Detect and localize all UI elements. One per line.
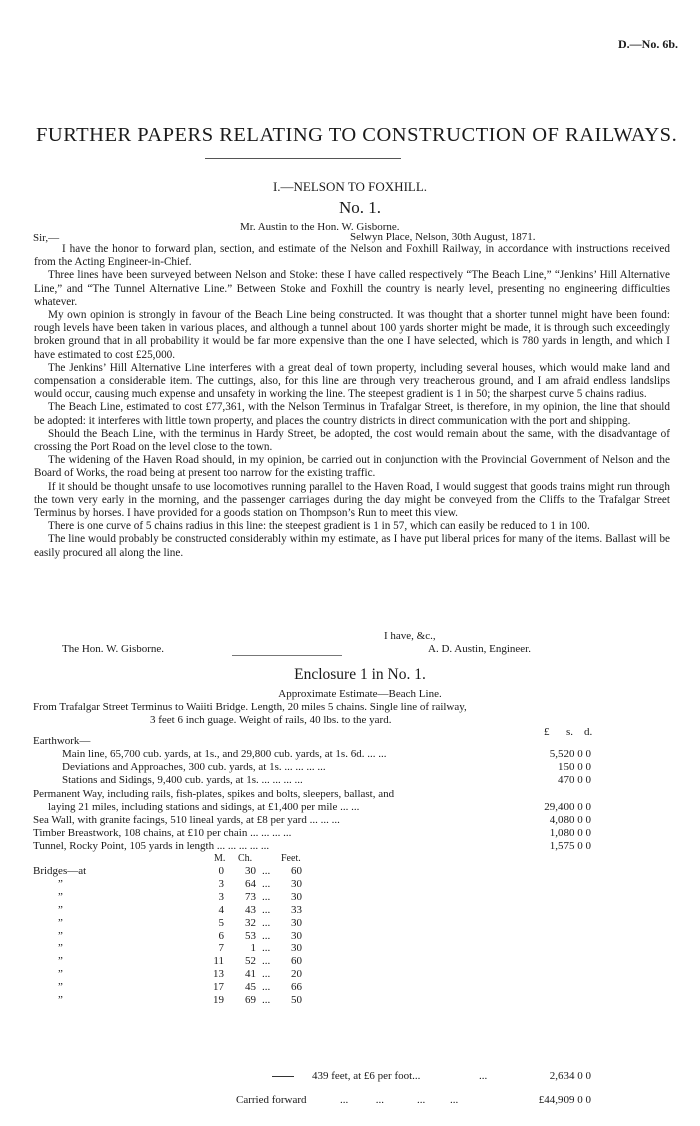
estimate-description-cont: 3 feet 6 inch guage. Weight of rails, 40 lbs. to the yard. [150, 714, 392, 726]
bridge-feet: 66 [291, 981, 302, 994]
estimate-item-label: Earthwork— [33, 735, 91, 747]
ditto-mark: ” [58, 968, 63, 981]
letter-paragraph: The line would probably be constructed considerably within my estimate, as I have put liberal prices for many of the items. Ballast will be easily procured all along the line. [34, 533, 670, 559]
bridge-total-rule [272, 1076, 294, 1077]
estimate-description: From Trafalgar Street Terminus to Waiiti Bridge. Length, 20 miles 5 chains. Single line of railway, [33, 701, 467, 713]
ditto-mark: ” [58, 877, 63, 890]
estimate-item-amount: 5,520 0 0 [549, 748, 591, 760]
bridge-miles: 13 [213, 968, 224, 981]
leader-dots: ... [262, 968, 271, 981]
bridge-miles: 3 [218, 877, 224, 890]
bridge-miles: 0 [218, 865, 224, 877]
pence-column-header: d. [584, 726, 593, 738]
bridge-miles: 4 [218, 903, 224, 916]
shilling-column-header: s. [566, 726, 574, 738]
bridge-chains: 32 [245, 916, 256, 929]
ditto-mark: ” [58, 903, 63, 916]
estimate-item-label: Sea Wall, with granite facings, 510 lineal yards, at £8 per yard ... ... ... [33, 814, 340, 826]
bridge-feet: 30 [291, 890, 302, 903]
letter-paragraph: Three lines have been surveyed between Nelson and Stoke: these I have called respectively “The Beach Line,” “Jenkins’ Hill Alternative Line,” and “The Tunnel Alternative Line.” Between Stoke and Foxhill the country is nearly level, presenting no engineering difficulties whatever. [34, 269, 670, 308]
bridge-feet-header: Feet. [281, 853, 301, 864]
bridge-chains: 73 [245, 890, 256, 903]
letter-paragraph: If it should be thought unsafe to use locomotives running parallel to the Haven Road, I would suggest that goods trains might run through the town very early in the morning, and the passenger carriages during the day might be conveyed from the Cliffs to the Trafalgar Street Terminus by horses. I have provided for a goods station on Thompson’s Run to meet this view. [34, 480, 670, 520]
estimate-item-label: laying 21 miles, including stations and sidings, at £1,400 per mile ... ... [48, 801, 360, 813]
document-reference: D.—No. 6b. [617, 37, 678, 51]
leader-dots: ... [262, 994, 271, 1006]
bridge-feet: 60 [291, 865, 302, 877]
letter-paragraph: The widening of the Haven Road should, in my opinion, be carried out in conjunction with the Provincial Government of Nelson and the Board of Works, the road being at present too narrow for the existing traffic. [34, 454, 670, 480]
estimate-item-amount: 470 0 0 [558, 774, 591, 786]
bridge-chains: 69 [245, 994, 256, 1006]
leader-dots: ... [262, 877, 271, 890]
salutation: Sir,— [33, 232, 60, 244]
bridge-feet: 50 [291, 994, 302, 1006]
ditto-mark: ” [58, 890, 63, 903]
page-title: FURTHER PAPERS RELATING TO CONSTRUCTION OF RAILWAYS. [36, 124, 678, 146]
letter-paragraph: My own opinion is strongly in favour of the Beach Line being constructed. It was thought that a shorter tunnel might have been found: rough levels have been taken in various places, and although a tunnel about 100 yards shorter might be made, it is through such exceedingly broken ground that in all probability it would be far more expensive than the one I have selected, which is 780 yards in length, and which I have estimated to cost £25,000. [34, 309, 670, 361]
ditto-mark: ” [58, 981, 63, 994]
bridge-miles-header: M. [214, 853, 226, 864]
letter-paragraph: I have the honor to forward plan, section, and estimate of the Nelson and Foxhill Railway, in accordance with instructions received from the Acting Engineer-in-Chief. [34, 243, 670, 269]
leader-dots: ... [479, 1070, 488, 1082]
bridge-feet: 30 [291, 877, 302, 890]
bridge-feet: 30 [291, 942, 302, 955]
bridge-miles: 5 [218, 916, 224, 929]
bridge-chains-header: Ch. [238, 853, 253, 864]
bridge-miles: 11 [213, 955, 224, 968]
letter-number: No. 1. [338, 198, 382, 217]
section-heading: I.—NELSON TO FOXHILL. [272, 179, 428, 194]
enclosure-heading: Enclosure 1 in No. 1. [294, 666, 426, 683]
bridge-miles: 7 [218, 942, 224, 955]
leader-dots: ... [262, 916, 271, 929]
estimate-item-amount: 29,400 0 0 [544, 801, 591, 813]
letter-paragraph: Should the Beach Line, with the terminus in Hardy Street, be adopted, the cost would remain about the same, with the disadvantage of crossing the Port Road on the level close to the town. [34, 427, 670, 454]
leader-dots: ... [262, 955, 271, 968]
bridge-feet: 60 [291, 955, 302, 968]
bridge-chains: 53 [245, 929, 256, 942]
bridge-feet: 33 [291, 903, 302, 916]
title-divider [205, 158, 401, 159]
addressee: The Hon. W. Gisborne. [62, 643, 165, 655]
letter-paragraph: The Beach Line, estimated to cost £77,361, with the Nelson Terminus in Trafalgar Street, is therefore, in my opinion, the line that should be adopted: it interferes with little town property, and places the country districts in direct communication with the port and shipping. [34, 401, 670, 427]
leader-dots: ... [262, 890, 271, 903]
bridge-chains: 52 [245, 955, 256, 968]
signature: A. D. Austin, Engineer. [428, 643, 531, 655]
letter-paragraph: The Jenkins’ Hill Alternative Line interferes with a great deal of town property, including several houses, which would make land and compensation a considerable item. The cuttings, also, for this line are through very treacherous ground, and I am afraid endless landslips would occur, causing much expense and unsafety in working the line. The steepest gradient is 1 in 50; the sharpest curve 5 chains radius. [34, 361, 670, 401]
leader-dots: ... [262, 903, 271, 916]
leader-dots: ... [262, 865, 271, 877]
place-date: Selwyn Place, Nelson, 30th August, 1871. [350, 231, 536, 243]
estimate-item-label: Stations and Sidings, 9,400 cub. yards, at 1s. ... ... ... ... [62, 774, 303, 786]
leader-dots: ... [262, 929, 271, 942]
estimate-item-label: Tunnel, Rocky Point, 105 yards in length ... ... ... ... ... [33, 840, 270, 852]
estimate-item-amount: 4,080 0 0 [549, 814, 591, 826]
ditto-mark: ” [58, 942, 63, 955]
bridge-feet: 30 [291, 916, 302, 929]
estimate-heading: Approximate Estimate—Beach Line. [278, 688, 442, 700]
bridge-total-text: 439 feet, at £6 per foot... [312, 1070, 421, 1082]
bridge-chains: 41 [245, 968, 256, 981]
ditto-mark: ” [58, 994, 63, 1006]
bridges-label: Bridges—at [33, 865, 87, 877]
bridge-total-amount: 2,634 0 0 [549, 1070, 591, 1082]
letter-body [34, 243, 670, 560]
bridge-feet: 20 [291, 968, 302, 981]
estimate-item-label: Main line, 65,700 cub. yards, at 1s., and 29,800 cub. yards, at 1s. 6d. ... ... [62, 748, 387, 760]
ditto-mark: ” [58, 929, 63, 942]
bridge-miles: 19 [213, 994, 224, 1006]
letter-header: Mr. Austin to the Hon. W. Gisborne. [240, 221, 400, 233]
estimate-item-amount: 150 0 0 [558, 761, 591, 773]
leader-dots: ... ... ... ... [340, 1094, 459, 1106]
bridge-chains: 64 [245, 877, 256, 890]
letter-closing: I have, &c., [384, 630, 436, 642]
signature-divider [232, 655, 342, 656]
estimate-item-amount: 1,575 0 0 [549, 840, 591, 852]
ditto-mark: ” [58, 916, 63, 929]
bridge-miles: 17 [213, 981, 224, 994]
bridge-chains: 1 [250, 942, 256, 955]
estimate-item-amount: 1,080 0 0 [549, 827, 591, 839]
carried-forward-label: Carried forward [236, 1094, 307, 1106]
leader-dots: ... [262, 981, 271, 994]
bridge-chains: 43 [245, 903, 256, 916]
pound-column-header: £ [544, 726, 550, 738]
ditto-mark: ” [58, 955, 63, 968]
bridge-miles: 3 [218, 890, 224, 903]
bridge-chains: 30 [245, 865, 256, 877]
leader-dots: ... [262, 942, 271, 955]
bridge-feet: 30 [291, 929, 302, 942]
bridge-chains: 45 [245, 981, 256, 994]
carried-forward-amount: £44,909 0 0 [538, 1094, 591, 1106]
bridge-miles: 6 [218, 929, 224, 942]
estimate-item-label: Deviations and Approaches, 300 cub. yards, at 1s. ... ... ... ... [62, 761, 326, 773]
letter-paragraph: There is one curve of 5 chains radius in this line: the steepest gradient is 1 in 57, which can easily be reduced to 1 in 100. [48, 520, 590, 533]
estimate-item-label: Timber Breastwork, 108 chains, at £10 per chain ... ... ... ... [33, 827, 292, 839]
estimate-item-label: Permanent Way, including rails, fish-plates, spikes and bolts, sleepers, ballast, and [33, 788, 395, 800]
